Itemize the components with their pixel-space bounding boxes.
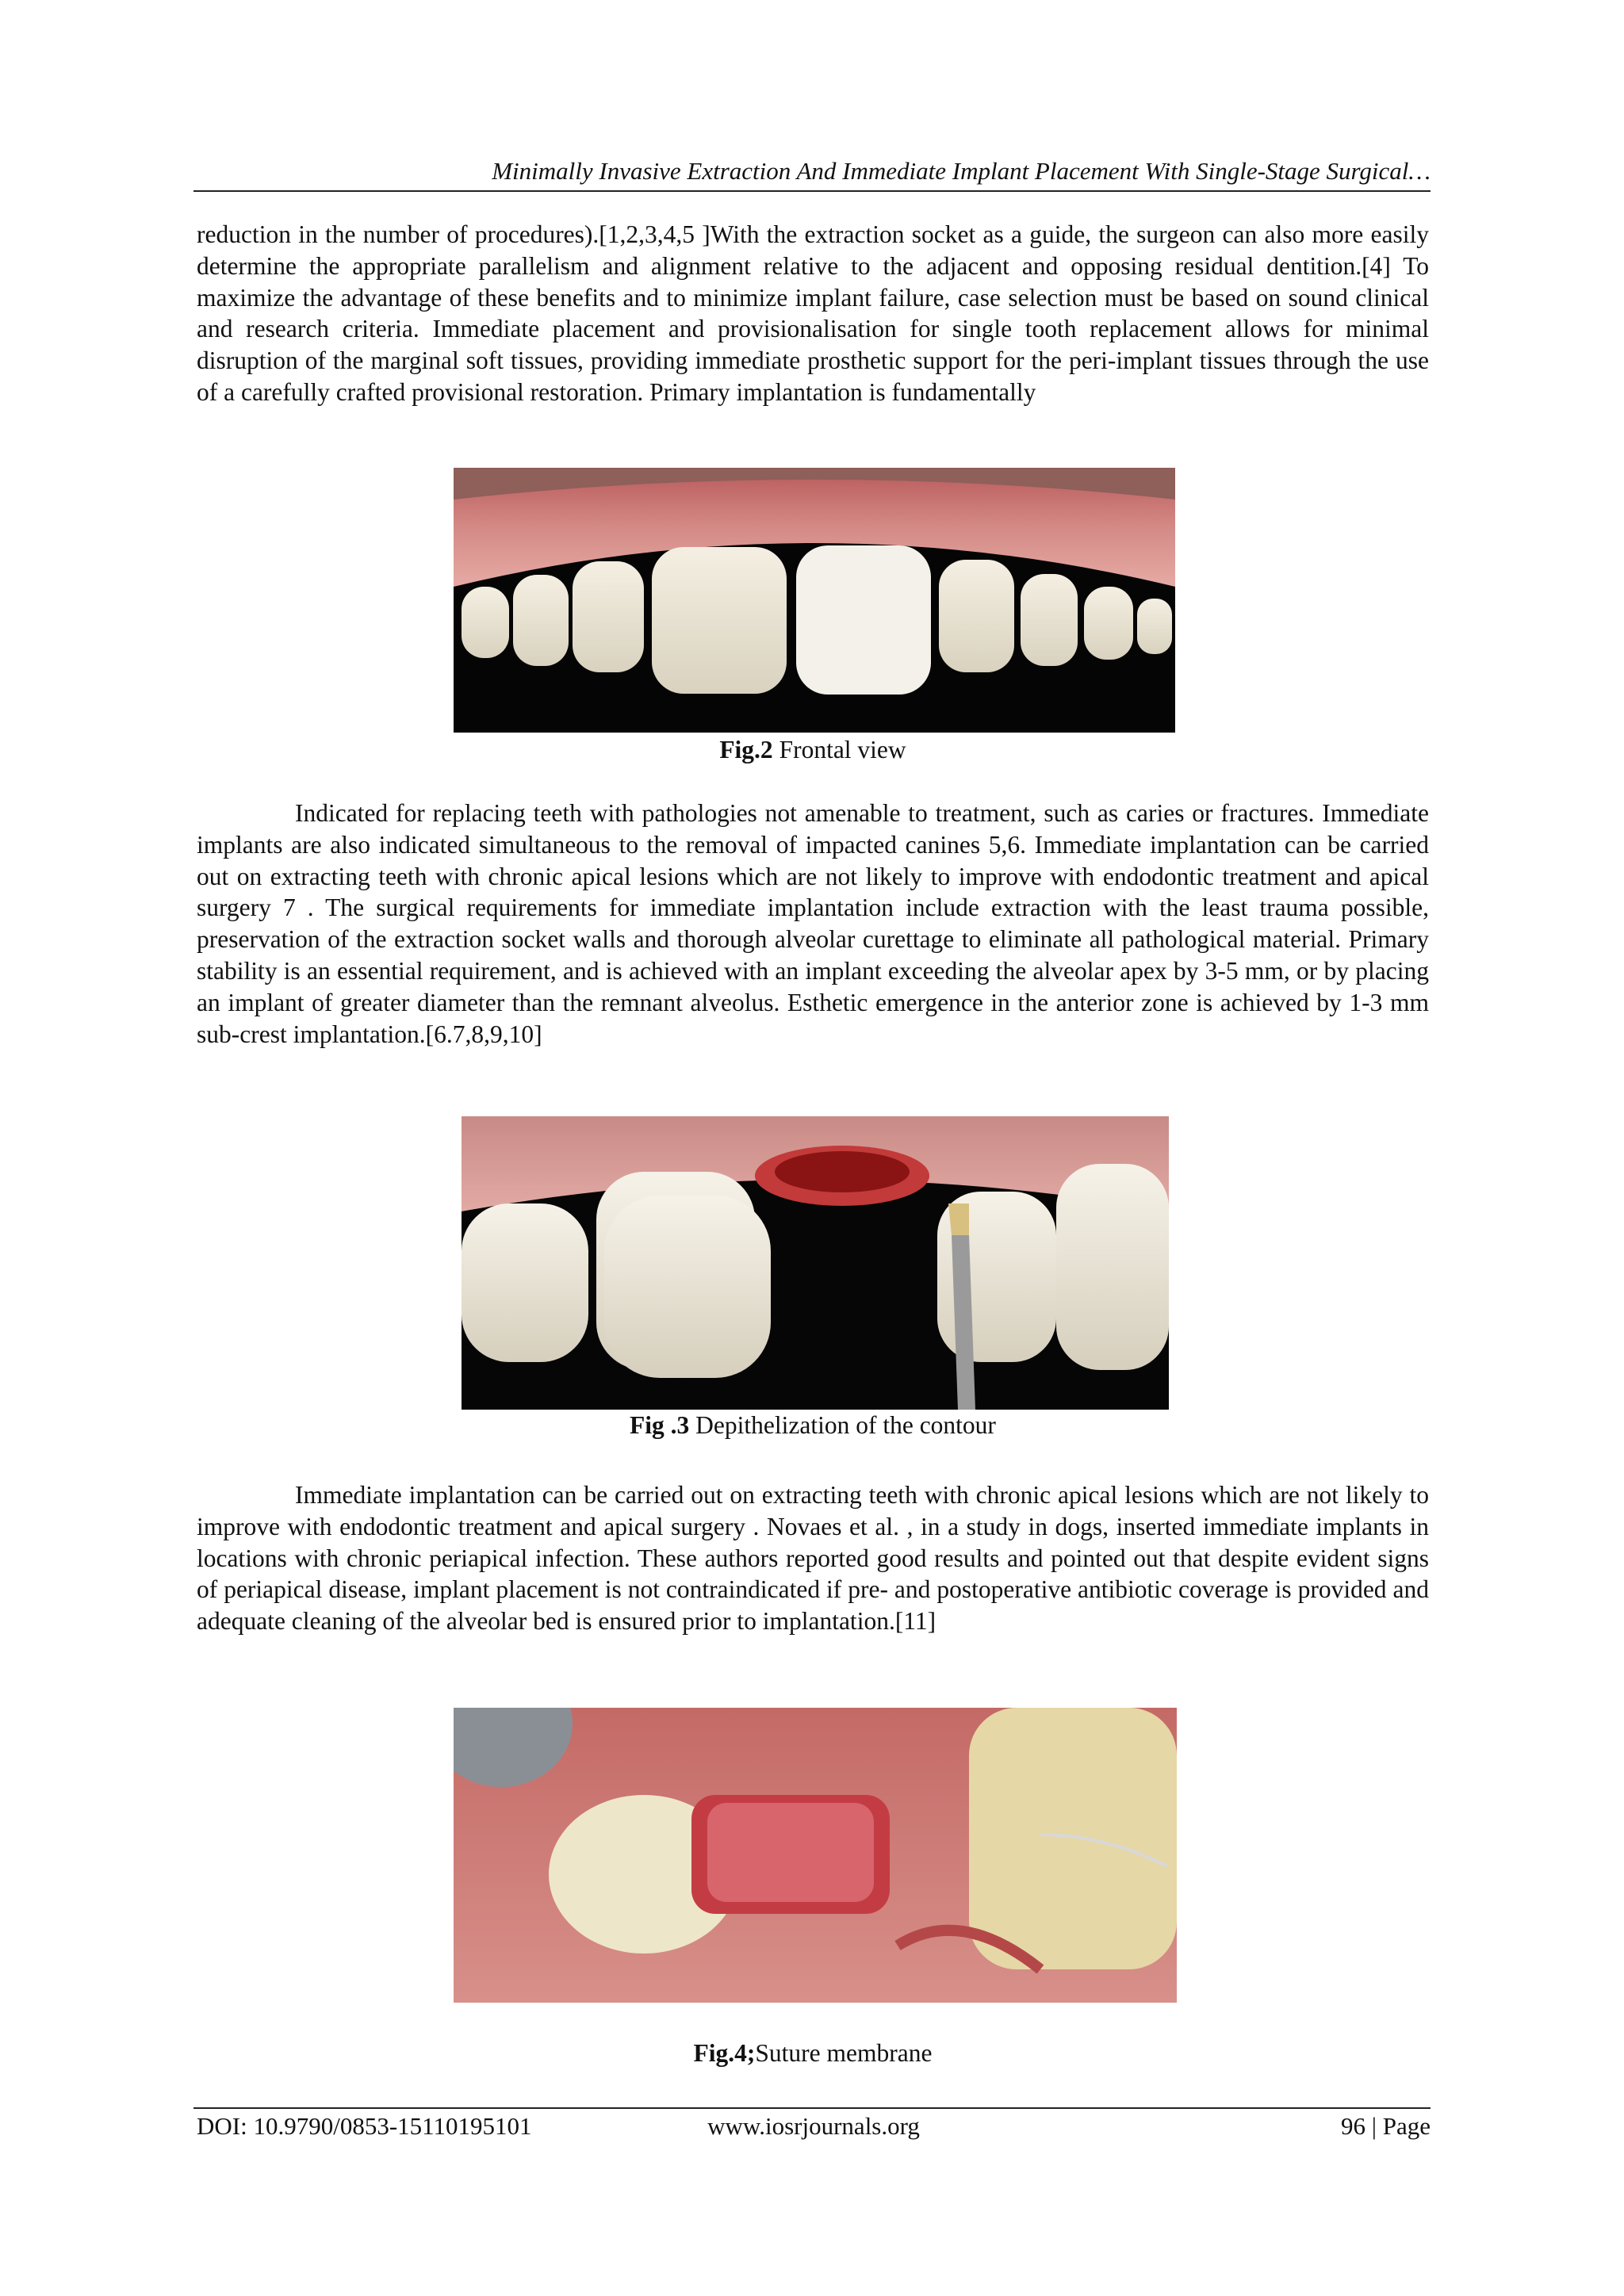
figure-3-label: Fig .3 bbox=[630, 1411, 690, 1439]
page-footer bbox=[197, 2110, 1431, 2142]
figure-4-caption-text: Suture membrane bbox=[755, 2039, 933, 2067]
running-header: Minimally Invasive Extraction And Immediate Implant Placement With Single-Stage Surgical… bbox=[492, 157, 1431, 185]
figure-2-label: Fig.2 bbox=[719, 736, 773, 763]
paragraph-2: Indicated for replacing teeth with pathologies not amenable to treatment, such as caries or fractures. Immediate implants are also indicated simultaneous to the removal of impacted canines 5,6. Immediate implantation can be carried out on extracting teeth with chronic apical lesions which are not likely to improve with endodontic treatment and apical surgery 7 . The surgical requirements for immediate implantation include extraction with the least trauma possible, preservation of the extraction socket walls and thorough alveolar curettage to eliminate all pathological material. Primary stability is an essential requirement, and is achieved with an implant exceeding the alveolar apex by 3-5 mm, or by placing an implant of greater diameter than the remnant alveolus. Esthetic emergence in the anterior zone is achieved by 1-3 mm sub-crest implantation.[6.7,8,9,10] bbox=[197, 799, 1429, 1048]
figure-4-caption bbox=[197, 2038, 1429, 2069]
figure-3-caption bbox=[197, 1410, 1429, 1441]
paragraph-3: Immediate implantation can be carried out on extracting teeth with chronic apical lesions which are not likely to improve with endodontic treatment and apical surgery . Novaes et al. , in a study in dogs, inserted immediate implants in locations with chronic periapical infection. These authors reported good results and pointed out that despite evident signs of periapical disease, implant placement is not contraindicated if pre- and postoperative antibiotic coverage is provided and adequate cleaning of the alveolar bed is ensured prior to implantation.[11] bbox=[197, 1481, 1429, 1636]
figure-2-image bbox=[454, 468, 1175, 733]
footer-rule bbox=[193, 2107, 1431, 2109]
footer-doi: DOI: 10.9790/0853-15110195101 bbox=[197, 2112, 532, 2140]
footer-page-number: 96 | Page bbox=[1341, 2112, 1431, 2140]
figure-3-caption-text: Depithelization of the contour bbox=[689, 1411, 996, 1439]
paragraph-1: reduction in the number of procedures).[1,2,3,4,5 ]With the extraction socket as a guide, the surgeon can also more easily determine the appropriate parallelism and alignment relative to the adjacent and opposing residual dentition.[4] To maximize the advantage of these benefits and to minimize implant failure, case selection must be based on sound clinical and research criteria. Immediate placement and provisionalisation for single tooth replacement allows for minimal disruption of the marginal soft tissues, providing immediate prosthetic support for the peri-implant tissues through the use of a carefully crafted provisional restoration. Primary implantation is fundamentally bbox=[197, 220, 1429, 406]
figure-4-label: Fig.4; bbox=[693, 2039, 756, 2067]
figure-4-image bbox=[454, 1708, 1177, 2003]
figure-3-image bbox=[462, 1116, 1169, 1410]
figure-2-caption bbox=[197, 734, 1429, 766]
footer-website-link[interactable]: www.iosrjournals.org bbox=[707, 2112, 920, 2140]
header-rule bbox=[193, 190, 1431, 192]
figure-2-caption-text: Frontal view bbox=[772, 736, 906, 763]
